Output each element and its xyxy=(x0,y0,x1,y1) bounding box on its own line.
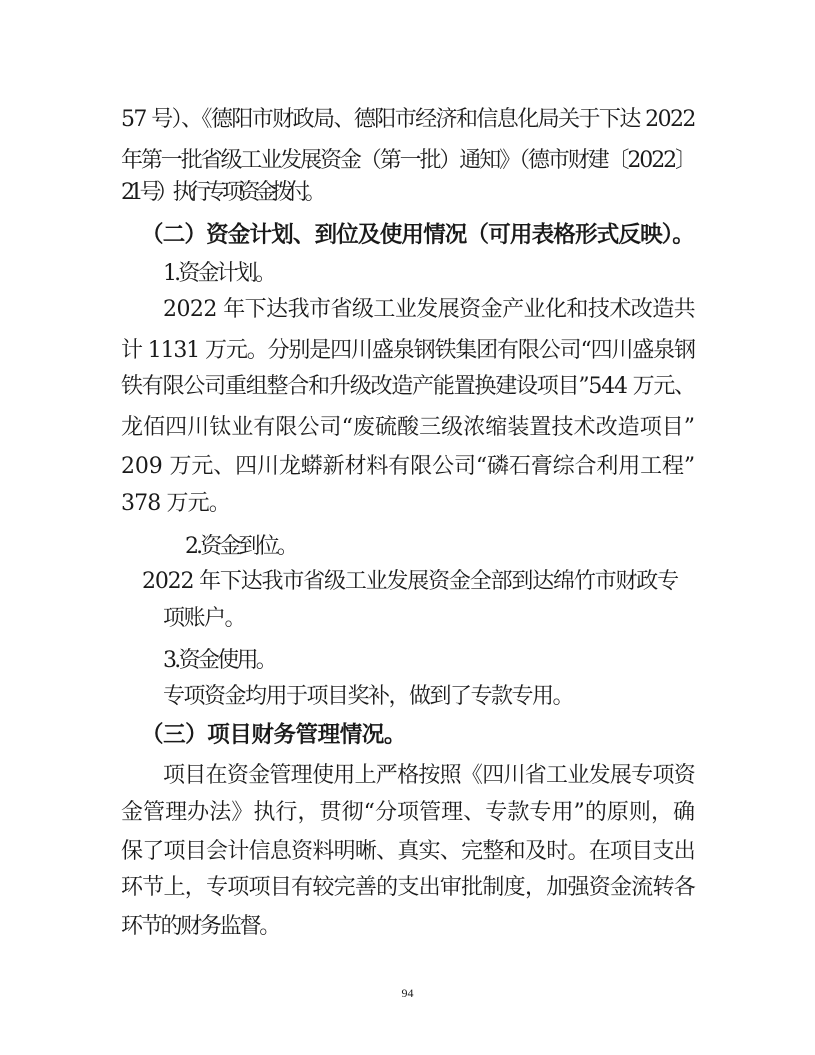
paragraph-line: 龙佰四川钛业有限公司“废硫酸三级浓缩装置技术改造项目” xyxy=(121,415,696,440)
paragraph-line: 2022 年下达我市省级工业发展资金产业化和技术改造共 xyxy=(163,297,696,322)
paragraph-line: 项账户。 xyxy=(163,606,246,631)
paragraph-line: 保了项目会计信息资料明晰、真实、完整和及时。在项目支出 xyxy=(121,839,696,864)
subsection-heading: 1.资金计划。 xyxy=(163,261,274,286)
page-number: 94 xyxy=(401,986,414,1000)
paragraph-line: 项目在资金管理使用上严格按照《四川省工业发展专项资 xyxy=(163,763,696,788)
paragraph-line: 计 1131 万元。分别是四川盛泉钢铁集团有限公司“四川盛泉钢 xyxy=(121,338,695,363)
paragraph-line: 209 万元、四川龙蟒新材料有限公司“磷石膏综合利用工程” xyxy=(121,454,696,479)
paragraph-line: 年第一批省级工业发展资金（第一批）通知》（德市财建〔2022〕 xyxy=(121,148,695,173)
paragraph-line: 环节的财务监督。 xyxy=(121,914,280,939)
paragraph-line: 专项资金均用于项目奖补，做到了专款专用。 xyxy=(163,684,574,709)
paragraph-line: 2022 年下达我市省级工业发展资金全部到达绵竹市财政专 xyxy=(142,569,678,594)
subsection-heading: 3.资金使用。 xyxy=(163,648,276,673)
paragraph-line: 环节上，专项项目有较完善的支出审批制度，加强资金流转各 xyxy=(121,875,696,900)
section-heading-funding: （二）资金计划、到位及使用情况（可用表格形式反映）。 xyxy=(141,222,694,248)
paragraph-line: 57 号）、《德阳市财政局、德阳市经济和信息化局关于下达 2022 xyxy=(121,107,695,132)
subsection-heading: 2.资金到位。 xyxy=(185,534,296,559)
paragraph-line: 21 号）执行专项资金拨付。 xyxy=(121,180,321,205)
paragraph-line: 铁有限公司重组整合和升级改造产能置换建设项目”544 万元、 xyxy=(121,374,695,399)
paragraph-line: 378 万元。 xyxy=(121,491,230,516)
section-heading-financial-management: （三）项目财务管理情况。 xyxy=(141,722,406,748)
paragraph-line: 金管理办法》执行，贯彻“分项管理、专款专用”的原则，确 xyxy=(121,800,696,825)
